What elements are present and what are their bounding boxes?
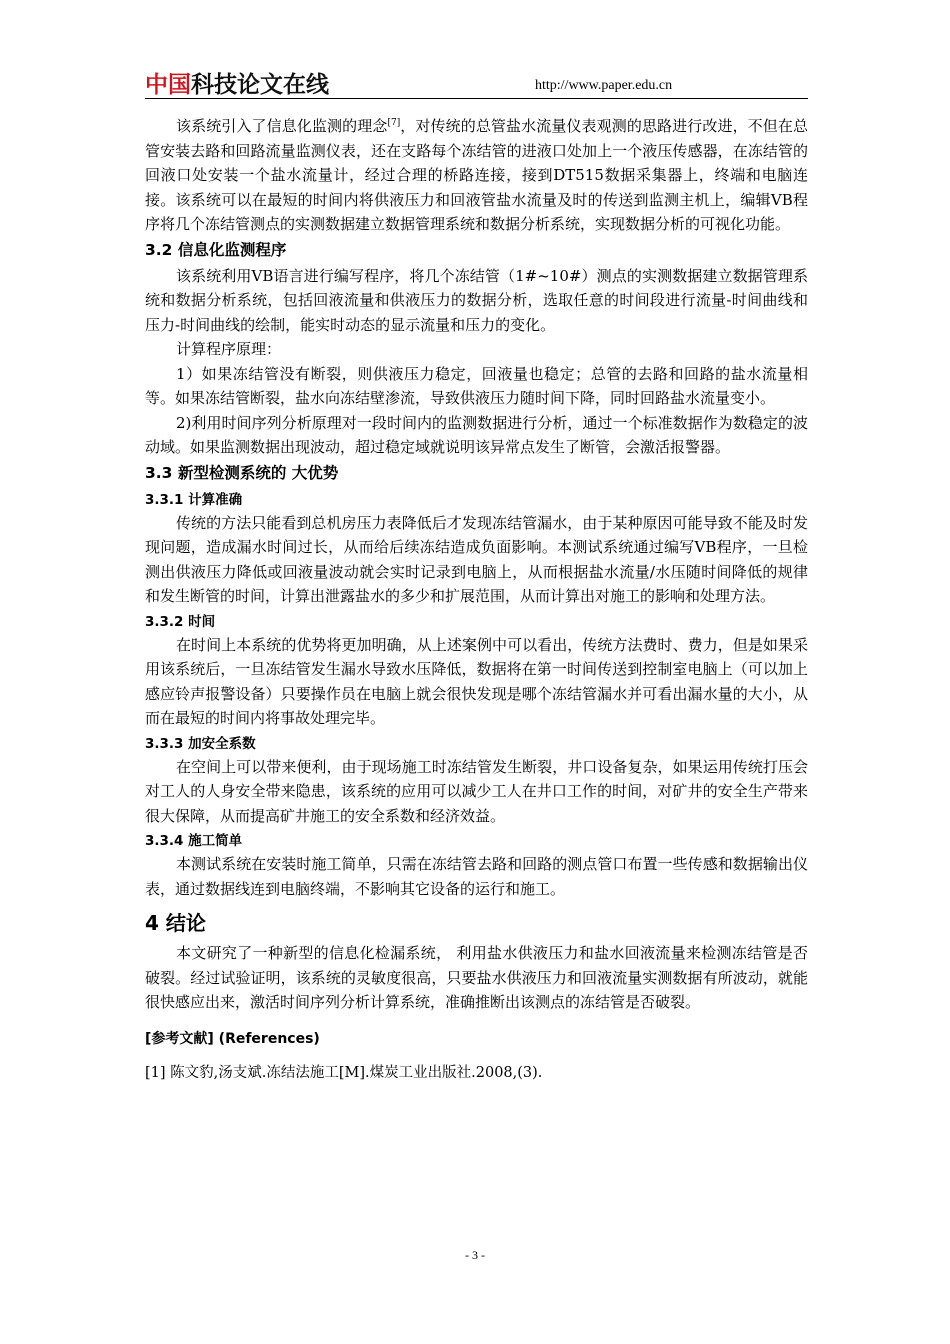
subsection-heading-3-3-2: 3.3.2 时间 (145, 613, 216, 630)
paragraph-vb-program: 该系统利用VB语言进行编写程序，将几个冻结管（1#~10#）测点的实测数据建立数据管理系统和数据分析系统，包括回液流量和供液压力的数据分析，选取任意的时间段进行流量-时间曲线和压力-时间曲线的绘制，能实时动态的显示流量和压力的变化。 (145, 266, 808, 334)
header-url: http://www.paper.edu.cn (535, 78, 673, 93)
paper-body (145, 114, 808, 1085)
para-text: 该系统引入了信息化监测的理念 (176, 117, 388, 135)
subsection-heading-3-3-1: 3.3.1 计算准确 (145, 491, 243, 508)
citation-mark: [7] (387, 118, 401, 128)
logo-red-text: 中国 (145, 72, 191, 98)
paragraph-principle-label: 计算程序原理： (176, 340, 282, 358)
section-heading-3-2: 3.2 信息化监测程序 (145, 240, 287, 259)
paragraph-time: 在时间上本系统的优势将更加明确，从上述案例中可以看出，传统方法费时、费力，但是如果采用该系统后，一旦冻结管发生漏水导致水压降低，数据将在第一时间传送到控制室电脑上（可以加上感应铃声报警设备）只要操作员在电脑上就会很快发现是哪个冻结管漏水并可看出漏水量的大小，从而在最短的时间内将事故处理完毕。 (145, 635, 808, 727)
section-heading-3-3: 3.3 新型检测系统的 大优势 (145, 463, 339, 482)
references-heading: [参考文献] (References) (145, 1030, 320, 1047)
para-text: ，对传统的总管盐水流量仪表观测的思路进行改进，不但在总管安装去路和回路流量监测仪表，还在支路每个冻结管的进液口处加上一个液压传感器，在冻结管的回液口处安装一个盐水流量计，经过合理的桥路连接，接到DT515数据采集器上，终端和电脑连接。该系统可以在最短的时间内将供液压力和回液管盐水流量及时的传送到监测主机上，编辑VB程序将几个冻结管测点的实测数据建立数据管理系统和数据分析系统，实现数据分析的可视化功能。 (145, 117, 808, 233)
paragraph-simple-construction: 本测试系统在安装时施工简单，只需在冻结管去路和回路的测点管口布置一些传感和数据输出仪表，通过数据线连到电脑终端，不影响其它设备的运行和施工。 (145, 855, 808, 898)
subsection-heading-3-3-4: 3.3.4 施工简单 (145, 833, 243, 849)
page-number: - 3 - (465, 1248, 485, 1262)
paragraph-safety: 在空间上可以带来便利，由于现场施工时冻结管发生断裂，井口设备复杂，如果运用传统打压会对工人的人身安全带来隐患，该系统的应用可以减少工人在井口工作的时间，对矿井的安全生产带来很大保障，从而提高矿井施工的安全系数和经济效益。 (145, 757, 808, 825)
site-logo (145, 66, 329, 99)
reference-item: [1] 陈文豹,汤支斌.冻结法施工[M].煤炭工业出版社.2008,(3). (145, 1064, 543, 1081)
paragraph-principle-1: 1）如果冻结管没有断裂，则供液压力稳定，回液量也稳定；总管的去路和回路的盐水流量相等。如果冻结管断裂，盐水向冻结壁渗流，导致供液压力随时间下降，同时回路盐水流量变小。 (145, 364, 808, 407)
subsection-heading-3-3-3: 3.3.3 加安全系数 (145, 735, 256, 752)
paragraph-accuracy: 传统的方法只能看到总机房压力表降低后才发现冻结管漏水，由于某种原因可能导致不能及时发现问题，造成漏水时间过长，从而给后续冻结造成负面影响。本测试系统通过编写VB程序，一旦检测出供液压力降低或回液量波动就会实时记录到电脑上，从而根据盐水流量/水压随时间降低的规律和发生断管的时间，计算出泄露盐水的多少和扩展范围，从而计算出对施工的影响和处理方法。 (145, 513, 808, 605)
page-header (145, 64, 808, 99)
logo-black-text: 科技论文在线 (191, 72, 329, 98)
section-heading-4: 4 结论 (145, 911, 206, 935)
paragraph-conclusion: 本文研究了一种新型的信息化检漏系统， 利用盐水供液压力和盐水回液流量来检测冻结管是否破裂。经过试验证明，该系统的灵敏度很高，只要盐水供液压力和回液流量实测数据有所波动，就能很快感应出来，激活时间序列分析计算系统，准确推断出该测点的冻结管是否破裂。 (145, 944, 808, 1011)
paragraph-principle-2: 2)利用时间序列分析原理对一段时间内的监测数据进行分析，通过一个标准数据作为数稳定的波动域。如果监测数据出现波动，超过稳定域就说明该异常点发生了断管，会激活报警器。 (145, 413, 808, 456)
paragraph-system-intro (145, 114, 808, 237)
